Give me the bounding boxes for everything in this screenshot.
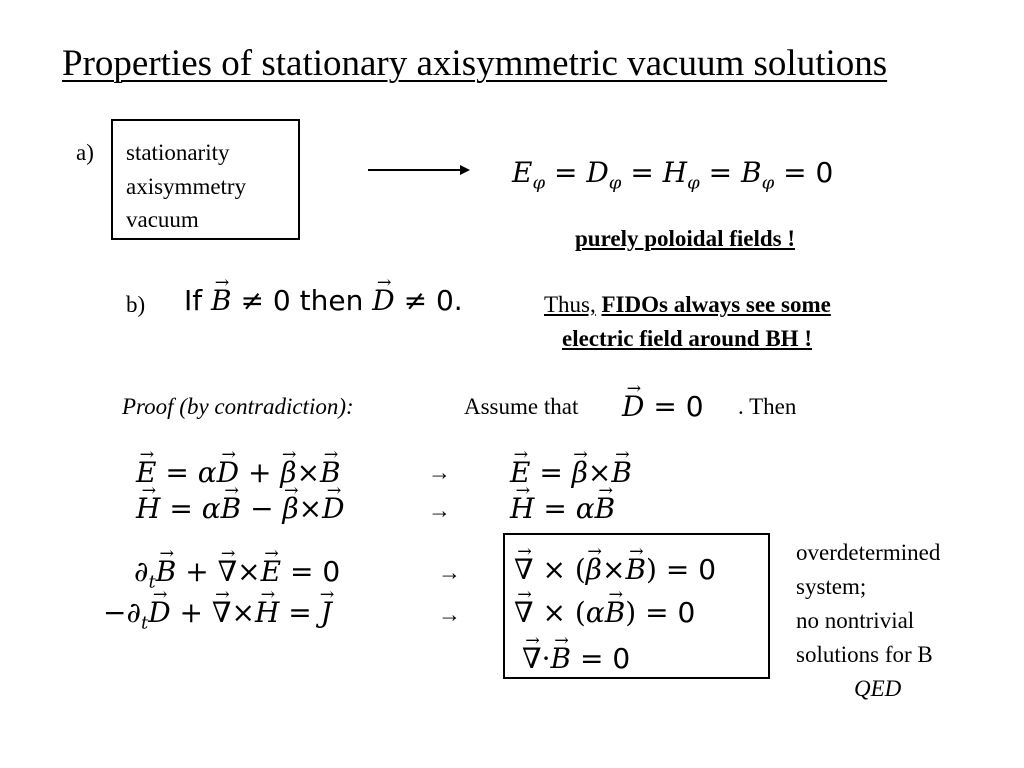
condition-axisymmetry: axisymmetry [126, 174, 247, 199]
side-note-line-2: system; [796, 574, 867, 599]
eq-h-full: → H = α→ B − → β×→ D [136, 492, 345, 525]
result-zero-1: 0 [698, 553, 717, 586]
eq-e-full: → E = α→ D + → β×→ B [136, 456, 341, 489]
page-title: Properties of stationary axisymmetric vacuum solutions [62, 43, 888, 84]
assume-zero: 0 [685, 390, 704, 423]
proof-label: Proof (by contradiction): [122, 394, 354, 419]
zero-2: 0. [435, 284, 463, 317]
side-note-line-1: overdetermined [796, 540, 941, 565]
eq-e-reduced: → E = → β×→ B [510, 456, 632, 489]
side-note-line-4: solutions for B [796, 642, 933, 667]
part-a-label: a) [76, 140, 94, 165]
implies-arrow [366, 162, 472, 178]
arrow-2: → [428, 498, 451, 523]
result-eq-1: → ∇ × (→ β×→ B) = 0 [514, 553, 716, 586]
arrow-3: → [438, 560, 461, 585]
qed: QED [854, 676, 902, 701]
arrow-4: → [438, 602, 461, 627]
condition-vacuum: vacuum [126, 207, 199, 232]
side-note-line-3: no nontrivial [796, 608, 915, 633]
assume-text: Assume that [464, 394, 579, 419]
result-zero-2: 0 [677, 596, 696, 629]
thus-prefix: Thus, [544, 292, 596, 317]
eq-faraday: $\partial_t\to B$ + → ∇×→ E = 0 [134, 555, 340, 593]
part-b-statement: If → B ≠ 0 then → D ≠ 0. [184, 284, 463, 317]
thus-bold: FIDOs always see some [601, 292, 831, 317]
result-eq-2: → ∇ × (α→ B) = 0 [514, 596, 695, 629]
thus-line-1 [544, 292, 831, 318]
poloidal-equation: $E_\varphi = D_\varphi = H_\varphi = B_\varphi = 0$ [512, 156, 834, 194]
result-zero-3: 0 [612, 642, 631, 675]
zero-1: 0 [272, 284, 291, 317]
result-eq-3: → ∇·→ B = 0 [522, 642, 630, 675]
eq-h-reduced: → H = α→ B [510, 492, 615, 525]
assume-equation: → D = 0 [622, 390, 704, 423]
faraday-zero: 0 [322, 555, 341, 588]
condition-stationarity: stationarity [126, 140, 230, 165]
eq-ampere: $-\partial_t\to D$ + → ∇×→ H = → J [103, 596, 332, 634]
part-b-label: b) [126, 292, 146, 317]
thus-line-2: electric field around BH ! [562, 326, 812, 351]
if-word: If [184, 284, 203, 317]
arrow-1: → [428, 460, 451, 485]
then-text: . Then [738, 394, 797, 419]
poloidal-note: purely poloidal fields ! [575, 226, 796, 251]
then-word: then [299, 284, 364, 317]
